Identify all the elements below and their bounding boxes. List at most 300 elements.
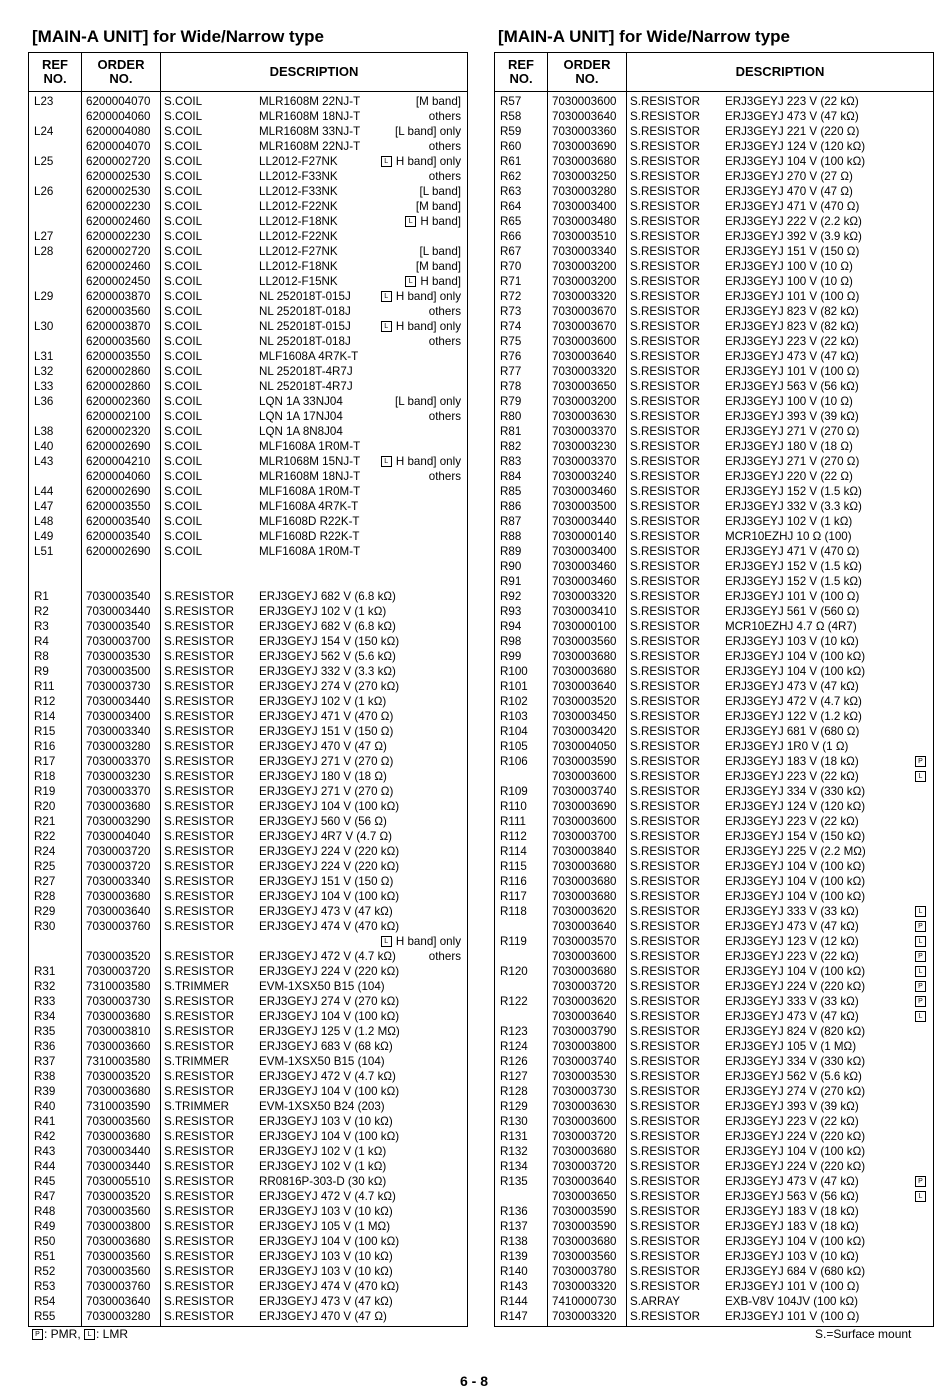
resistor-type-legend: P : PMR, L : LMR [32, 1327, 128, 1341]
part-type: S.RESISTOR [630, 200, 701, 213]
ref-no-column [29, 92, 82, 1326]
description-cell [627, 379, 933, 394]
order-no-cell: 7030003560 [86, 1250, 151, 1263]
part-number: MLF1608A 4R7K-T [259, 500, 359, 513]
pmr-box-icon: P [915, 996, 926, 1007]
order-no-cell: 6200002720 [86, 245, 151, 258]
part-type: S.COIL [164, 125, 203, 138]
part-type: S.RESISTOR [164, 890, 235, 903]
ref-no-cell: R72 [500, 290, 522, 303]
ref-no-cell: R64 [500, 200, 522, 213]
ref-no-cell: R127 [500, 1070, 528, 1083]
part-number: ERJ3GEYJ 561 V (560 Ω) [725, 605, 860, 618]
part-number: ERJ3GEYJ 104 V (100 kΩ) [725, 1235, 866, 1248]
ref-no-cell: R17 [34, 755, 56, 768]
part-number: ERJ3GEYJ 682 V (6.8 kΩ) [259, 620, 396, 633]
surface-mount-note: S.=Surface mount [815, 1327, 912, 1341]
variant-note: L H band] [405, 274, 461, 289]
part-type: S.RESISTOR [630, 935, 701, 948]
part-type: S.COIL [164, 455, 203, 468]
order-no-cell: 7030003640 [552, 110, 617, 123]
description-cell [161, 1099, 467, 1114]
description-cell [627, 739, 933, 754]
description-cell [161, 844, 467, 859]
part-type: S.RESISTOR [164, 1250, 235, 1263]
pmr-box-icon: P [32, 1329, 43, 1340]
part-type: S.RESISTOR [630, 1040, 701, 1053]
variant-note [915, 1174, 927, 1189]
part-type: S.RESISTOR [630, 455, 701, 468]
variant-note: others [428, 170, 461, 183]
ref-no-cell: R138 [500, 1235, 528, 1248]
part-type: S.RESISTOR [164, 1160, 235, 1173]
description-cell [627, 1219, 933, 1234]
description-cell [627, 559, 933, 574]
description-cell [161, 1024, 467, 1039]
part-number: ERJ3GEYJ 223 V (22 kΩ) [725, 770, 859, 783]
order-no-cell: 7030003640 [552, 680, 617, 693]
part-type: S.RESISTOR [630, 590, 701, 603]
part-number: ERJ3GEYJ 562 V (5.6 kΩ) [259, 650, 396, 663]
part-number: ERJ3GEYJ 152 V (1.5 kΩ) [725, 560, 862, 573]
description-cell [627, 1159, 933, 1174]
part-number: LL2012-F22NK [259, 230, 338, 243]
part-type: S.RESISTOR [630, 1145, 701, 1158]
ref-no-cell [29, 259, 81, 274]
part-type: S.RESISTOR [630, 830, 701, 843]
ref-no-cell: R104 [500, 725, 528, 738]
part-type: S.RESISTOR [164, 1010, 235, 1023]
order-no-header: ORDER NO. [82, 53, 161, 91]
ref-no-cell [495, 1009, 547, 1024]
lmr-box-icon: L [915, 906, 926, 917]
part-number: ERJ3GEYJ 683 V (68 kΩ) [259, 1040, 393, 1053]
order-no-cell: 7030003680 [552, 1235, 617, 1248]
order-no-cell: 7030003590 [552, 1205, 617, 1218]
order-no-cell: 6200002450 [86, 275, 151, 288]
part-type: S.RESISTOR [164, 1295, 235, 1308]
part-number: ERJ3GEYJ 224 V (220 kΩ) [259, 860, 400, 873]
part-number: ERJ3GEYJ 473 V (47 kΩ) [725, 350, 859, 363]
description-cell [627, 1099, 933, 1114]
ref-no-cell [29, 274, 81, 289]
part-number: ERJ3GEYJ 563 V (56 kΩ) [725, 1190, 859, 1203]
ref-no-cell: R114 [500, 845, 527, 858]
part-type: S.RESISTOR [164, 860, 235, 873]
part-type: S.RESISTOR [164, 755, 235, 768]
variant-note: L H band] [405, 214, 461, 229]
part-number: ERJ3GEYJ 101 V (100 Ω) [725, 1280, 860, 1293]
order-no-cell: 7030003680 [86, 1235, 151, 1248]
part-number: ERJ3GEYJ 103 V (10 kΩ) [725, 1250, 859, 1263]
description-cell [161, 94, 467, 109]
part-type: S.RESISTOR [164, 905, 235, 918]
part-number: ERJ3GEYJ 334 V (330 kΩ) [725, 785, 866, 798]
variant-note: [M band] [415, 95, 461, 108]
description-cell [627, 1084, 933, 1099]
order-no-cell: 7030003730 [552, 1085, 617, 1098]
part-type: S.COIL [164, 245, 203, 258]
description-cell [161, 829, 467, 844]
variant-note: L H band] only [381, 289, 461, 304]
ref-no-cell: R144 [500, 1295, 528, 1308]
order-no-column [82, 92, 161, 1326]
order-no-cell: 6200003870 [86, 290, 151, 303]
part-type: S.RESISTOR [630, 950, 701, 963]
description-cell [627, 1189, 933, 1204]
variant-note [915, 994, 927, 1009]
part-type: S.COIL [164, 140, 203, 153]
ref-no-cell: R75 [500, 335, 522, 348]
description-cell [627, 784, 933, 799]
description-cell [627, 1009, 933, 1024]
description-cell [161, 589, 467, 604]
description-cell [161, 1159, 467, 1174]
order-no-cell: 7030003320 [552, 365, 617, 378]
ref-no-cell: R105 [500, 740, 528, 753]
part-number: ERJ3GEYJ 122 V (1.2 kΩ) [725, 710, 862, 723]
ref-no-cell: L48 [34, 515, 54, 528]
order-no-cell: 6200003540 [86, 530, 151, 543]
part-number: ERJ3GEYJ 271 V (270 Ω) [259, 785, 394, 798]
page-number: 6 - 8 [460, 1373, 489, 1389]
order-no-cell: 7030003370 [86, 785, 151, 798]
variant-note [915, 919, 927, 934]
part-number: ERJ3GEYJ 271 V (270 Ω) [725, 455, 860, 468]
part-type: S.RESISTOR [630, 1310, 701, 1323]
ref-no-cell [29, 949, 81, 964]
part-type: S.RESISTOR [164, 800, 235, 813]
part-number: ERJ3GEYJ 105 V (1 MΩ) [725, 1040, 857, 1053]
order-no-cell: 6200002530 [86, 170, 151, 183]
description-cell [161, 544, 467, 559]
ref-no-cell: R35 [34, 1025, 56, 1038]
part-type: S.COIL [164, 200, 203, 213]
description-cell [627, 619, 933, 634]
part-number: ERJ3GEYJ 224 V (220 kΩ) [725, 1160, 866, 1173]
part-type: S.RESISTOR [630, 110, 701, 123]
order-no-cell: 7030000140 [552, 530, 617, 543]
part-type: S.RESISTOR [630, 650, 701, 663]
part-number: EXB-V8V 104JV (100 kΩ) [725, 1295, 859, 1308]
description-cell [627, 814, 933, 829]
description-cell [161, 259, 467, 274]
part-number: ERJ3GEYJ 473 V (47 kΩ) [725, 920, 859, 933]
description-cell [161, 994, 467, 1009]
part-type: S.COIL [164, 470, 203, 483]
description-cell [161, 769, 467, 784]
part-type: S.RESISTOR [164, 1040, 235, 1053]
part-type: S.RESISTOR [630, 530, 701, 543]
variant-note: [M band] [415, 260, 461, 273]
part-type: S.RESISTOR [630, 470, 701, 483]
part-type: S.RESISTOR [164, 995, 235, 1008]
description-header: DESCRIPTION [735, 64, 825, 79]
order-no-cell: 7030003600 [552, 770, 617, 783]
part-type: S.RESISTOR [164, 785, 235, 798]
ref-no-cell: R14 [34, 710, 56, 723]
part-type: S.RESISTOR [630, 710, 701, 723]
ref-no-cell: R30 [34, 920, 56, 933]
part-number: ERJ3GEYJ 470 V (47 Ω) [725, 185, 853, 198]
description-cell [161, 1009, 467, 1024]
ref-no-cell: L26 [34, 185, 54, 198]
order-no-cell: 7030004050 [552, 740, 617, 753]
description-cell [161, 919, 467, 934]
variant-note [915, 904, 927, 919]
part-type: S.RESISTOR [630, 395, 701, 408]
order-no-cell: 7030003560 [552, 635, 617, 648]
part-type: S.RESISTOR [630, 995, 701, 1008]
description-cell [627, 124, 933, 139]
description-cell [627, 454, 933, 469]
ref-no-cell: R12 [34, 695, 56, 708]
order-no-cell: 7030003640 [86, 905, 151, 918]
description-cell [627, 409, 933, 424]
part-number: ERJ3GEYJ 225 V (2.2 MΩ) [725, 845, 866, 858]
variant-note [915, 949, 927, 964]
part-number: ERJ3GEYJ 223 V (22 kΩ) [725, 815, 859, 828]
description-cell [161, 934, 467, 949]
variant-note: others [428, 140, 461, 153]
part-type: S.RESISTOR [164, 635, 235, 648]
order-no-cell: 7030003600 [552, 1115, 617, 1128]
part-type: S.RESISTOR [630, 335, 701, 348]
description-cell [627, 1144, 933, 1159]
ref-no-cell: R119 [500, 935, 527, 948]
part-type: S.RESISTOR [164, 605, 235, 618]
part-number: ERJ3GEYJ 223 V (22 kΩ) [725, 950, 859, 963]
part-type: S.RESISTOR [630, 875, 701, 888]
order-no-cell: 6200003560 [86, 335, 151, 348]
part-type: S.RESISTOR [630, 695, 701, 708]
description-cell [161, 394, 467, 409]
lmr-box-icon: L [381, 156, 392, 167]
ref-no-cell: R80 [500, 410, 522, 423]
ref-no-cell: R98 [500, 635, 522, 648]
order-no-cell: 7030003810 [86, 1025, 151, 1038]
description-cell [627, 964, 933, 979]
order-no-cell: 7030003640 [552, 1175, 617, 1188]
ref-no-cell: R57 [500, 95, 522, 108]
part-type: S.RESISTOR [164, 1220, 235, 1233]
variant-note: [L band] only [395, 395, 461, 408]
part-type: S.RESISTOR [630, 665, 701, 678]
description-cell [161, 664, 467, 679]
part-number: ERJ3GEYJ 681 V (680 Ω) [725, 725, 860, 738]
description-cell [161, 304, 467, 319]
part-type: S.RESISTOR [630, 845, 701, 858]
ref-no-cell: L30 [34, 320, 54, 333]
description-cell [161, 409, 467, 424]
part-type: S.RESISTOR [630, 485, 701, 498]
ref-no-cell: R27 [34, 875, 56, 888]
lmr-box-icon: L [405, 276, 416, 287]
part-type: S.RESISTOR [630, 245, 701, 258]
ref-no-cell [495, 1189, 547, 1204]
part-type: S.RESISTOR [630, 620, 701, 633]
part-number: ERJ3GEYJ 332 V (3.3 kΩ) [725, 500, 862, 513]
order-no-cell: 7030003320 [552, 1280, 617, 1293]
order-no-cell: 7030003440 [86, 1160, 151, 1173]
part-number: ERJ3GEYJ 152 V (1.5 kΩ) [725, 485, 862, 498]
description-cell [161, 1294, 467, 1309]
description-cell [627, 184, 933, 199]
part-number: EVM-1XSX50 B24 (203) [259, 1100, 385, 1113]
lmr-box-icon: L [915, 966, 926, 977]
right-section-title: [MAIN-A UNIT] for Wide/Narrow type [498, 27, 790, 46]
order-no-cell: 7030003250 [552, 170, 617, 183]
part-number: ERJ3GEYJ 473 V (47 kΩ) [259, 1295, 393, 1308]
ref-no-cell: R36 [34, 1040, 56, 1053]
ref-no-cell: R99 [500, 650, 522, 663]
part-number: ERJ3GEYJ 100 V (10 Ω) [725, 260, 853, 273]
ref-no-cell: R32 [34, 980, 56, 993]
part-number: MLF1608D R22K-T [259, 515, 360, 528]
description-cell [627, 169, 933, 184]
part-type: S.RESISTOR [630, 425, 701, 438]
description-cell [161, 319, 467, 334]
order-no-cell: 7410000730 [552, 1295, 617, 1308]
order-no-cell: 7030003560 [86, 1205, 151, 1218]
ref-no-cell [495, 769, 547, 784]
part-number: LQN 1A 17NJ04 [259, 410, 343, 423]
description-cell [627, 349, 933, 364]
description-cell [161, 454, 467, 469]
part-type: S.RESISTOR [164, 680, 235, 693]
description-cell [627, 334, 933, 349]
ref-no-cell: R90 [500, 560, 522, 573]
order-no-cell: 7030003790 [552, 1025, 617, 1038]
order-no-cell: 7030003240 [552, 470, 617, 483]
part-number: ERJ3GEYJ 473 V (47 kΩ) [725, 680, 859, 693]
description-cell [161, 1219, 467, 1234]
order-no-cell: 7030003340 [86, 875, 151, 888]
variant-note [915, 964, 927, 979]
part-number: ERJ3GEYJ 473 V (47 kΩ) [725, 1175, 859, 1188]
description-cell [627, 1069, 933, 1084]
order-no-cell: 7030003680 [86, 1130, 151, 1143]
part-type: S.RESISTOR [164, 830, 235, 843]
variant-note [915, 934, 927, 949]
description-cell [161, 964, 467, 979]
order-no-cell: 7030003680 [552, 860, 617, 873]
order-no-cell: 7030003280 [86, 1310, 151, 1323]
description-cell [161, 559, 467, 574]
part-type: S.RESISTOR [630, 905, 701, 918]
order-no-cell: 7030003680 [552, 890, 617, 903]
ref-no-cell: R42 [34, 1130, 56, 1143]
part-number: EVM-1XSX50 B15 (104) [259, 980, 385, 993]
part-type: S.RESISTOR [164, 1190, 235, 1203]
part-number: MLR1608M 22NJ-T [259, 95, 361, 108]
part-number: ERJ3GEYJ 180 V (18 Ω) [259, 770, 387, 783]
variant-note: L H band] only [381, 154, 461, 169]
part-number: ERJ3GEYJ 274 V (270 kΩ) [259, 995, 400, 1008]
description-cell [161, 604, 467, 619]
ref-no-cell [29, 409, 81, 424]
part-type: S.RESISTOR [630, 320, 701, 333]
ref-no-cell: R39 [34, 1085, 56, 1098]
part-type: S.RESISTOR [164, 875, 235, 888]
description-cell [627, 1294, 933, 1309]
description-cell [627, 574, 933, 589]
ref-no-cell: R123 [500, 1025, 528, 1038]
description-cell [161, 619, 467, 634]
order-no-cell: 7030003740 [552, 1055, 617, 1068]
ref-no-cell: R25 [34, 860, 56, 873]
part-number: LL2012-F22NK [259, 200, 338, 213]
part-type: S.RESISTOR [630, 290, 701, 303]
ref-no-cell: R59 [500, 125, 522, 138]
description-cell [627, 934, 933, 949]
part-type: S.RESISTOR [164, 650, 235, 663]
order-no-cell: 7030003280 [86, 740, 151, 753]
order-no-cell: 7030003660 [86, 1040, 151, 1053]
part-type: S.RESISTOR [164, 695, 235, 708]
order-no-cell: 7030005510 [86, 1175, 151, 1188]
part-number: ERJ3GEYJ 333 V (33 kΩ) [725, 905, 859, 918]
order-no-cell: 7030003690 [552, 140, 617, 153]
lmr-box-icon: L [915, 1011, 926, 1022]
part-type: S.COIL [164, 260, 203, 273]
description-cell [627, 829, 933, 844]
part-type: S.RESISTOR [164, 1175, 235, 1188]
part-number: ERJ3GEYJ 124 V (120 kΩ) [725, 800, 866, 813]
part-number: ERJ3GEYJ 472 V (4.7 kΩ) [259, 950, 396, 963]
order-no-cell: 7030003570 [552, 935, 617, 948]
part-number: ERJ3GEYJ 563 V (56 kΩ) [725, 380, 859, 393]
description-header: DESCRIPTION [269, 64, 359, 79]
description-cell [161, 1204, 467, 1219]
ref-no-cell: R73 [500, 305, 522, 318]
part-number: RR0816P-303-D (30 kΩ) [259, 1175, 387, 1188]
part-type: S.RESISTOR [630, 890, 701, 903]
part-number: ERJ3GEYJ 473 V (47 kΩ) [259, 905, 393, 918]
part-number: ERJ3GEYJ 104 V (100 kΩ) [259, 1085, 400, 1098]
part-number: LL2012-F27NK [259, 155, 338, 168]
description-cell [161, 364, 467, 379]
order-no-cell: 6200002720 [86, 155, 151, 168]
part-number: ERJ3GEYJ 104 V (100 kΩ) [725, 665, 866, 678]
order-no-cell: 7030003670 [552, 320, 617, 333]
order-no-cell: 7030003200 [552, 395, 617, 408]
part-number: MLR1068M 15NJ-T [259, 455, 361, 468]
part-number: ERJ3GEYJ 104 V (100 kΩ) [725, 155, 866, 168]
order-no-cell: 7030003460 [552, 575, 617, 588]
part-number: ERJ3GEYJ 223 V (22 kΩ) [725, 95, 859, 108]
description-cell [627, 94, 933, 109]
order-no-cell: 6200004080 [86, 125, 151, 138]
order-no-cell [82, 574, 160, 589]
part-type: S.COIL [164, 545, 203, 558]
description-cell [627, 949, 933, 964]
order-no-cell: 7030003700 [86, 635, 151, 648]
part-number: NL 252018T-015J [259, 290, 351, 303]
part-number: MLR1608M 18NJ-T [259, 470, 361, 483]
ref-no-cell: R84 [500, 470, 522, 483]
description-cell [627, 1204, 933, 1219]
variant-note: [M band] [415, 200, 461, 213]
part-number: ERJ3GEYJ 471 V (470 Ω) [259, 710, 394, 723]
ref-no-cell: R52 [34, 1265, 56, 1278]
part-type: S.RESISTOR [630, 1100, 701, 1113]
order-no-cell: 7030003500 [552, 500, 617, 513]
order-no-cell: 7030003730 [86, 680, 151, 693]
lmr-box-icon: L [915, 936, 926, 947]
part-number: ERJ3GEYJ 104 V (100 kΩ) [259, 800, 400, 813]
description-cell [161, 244, 467, 259]
